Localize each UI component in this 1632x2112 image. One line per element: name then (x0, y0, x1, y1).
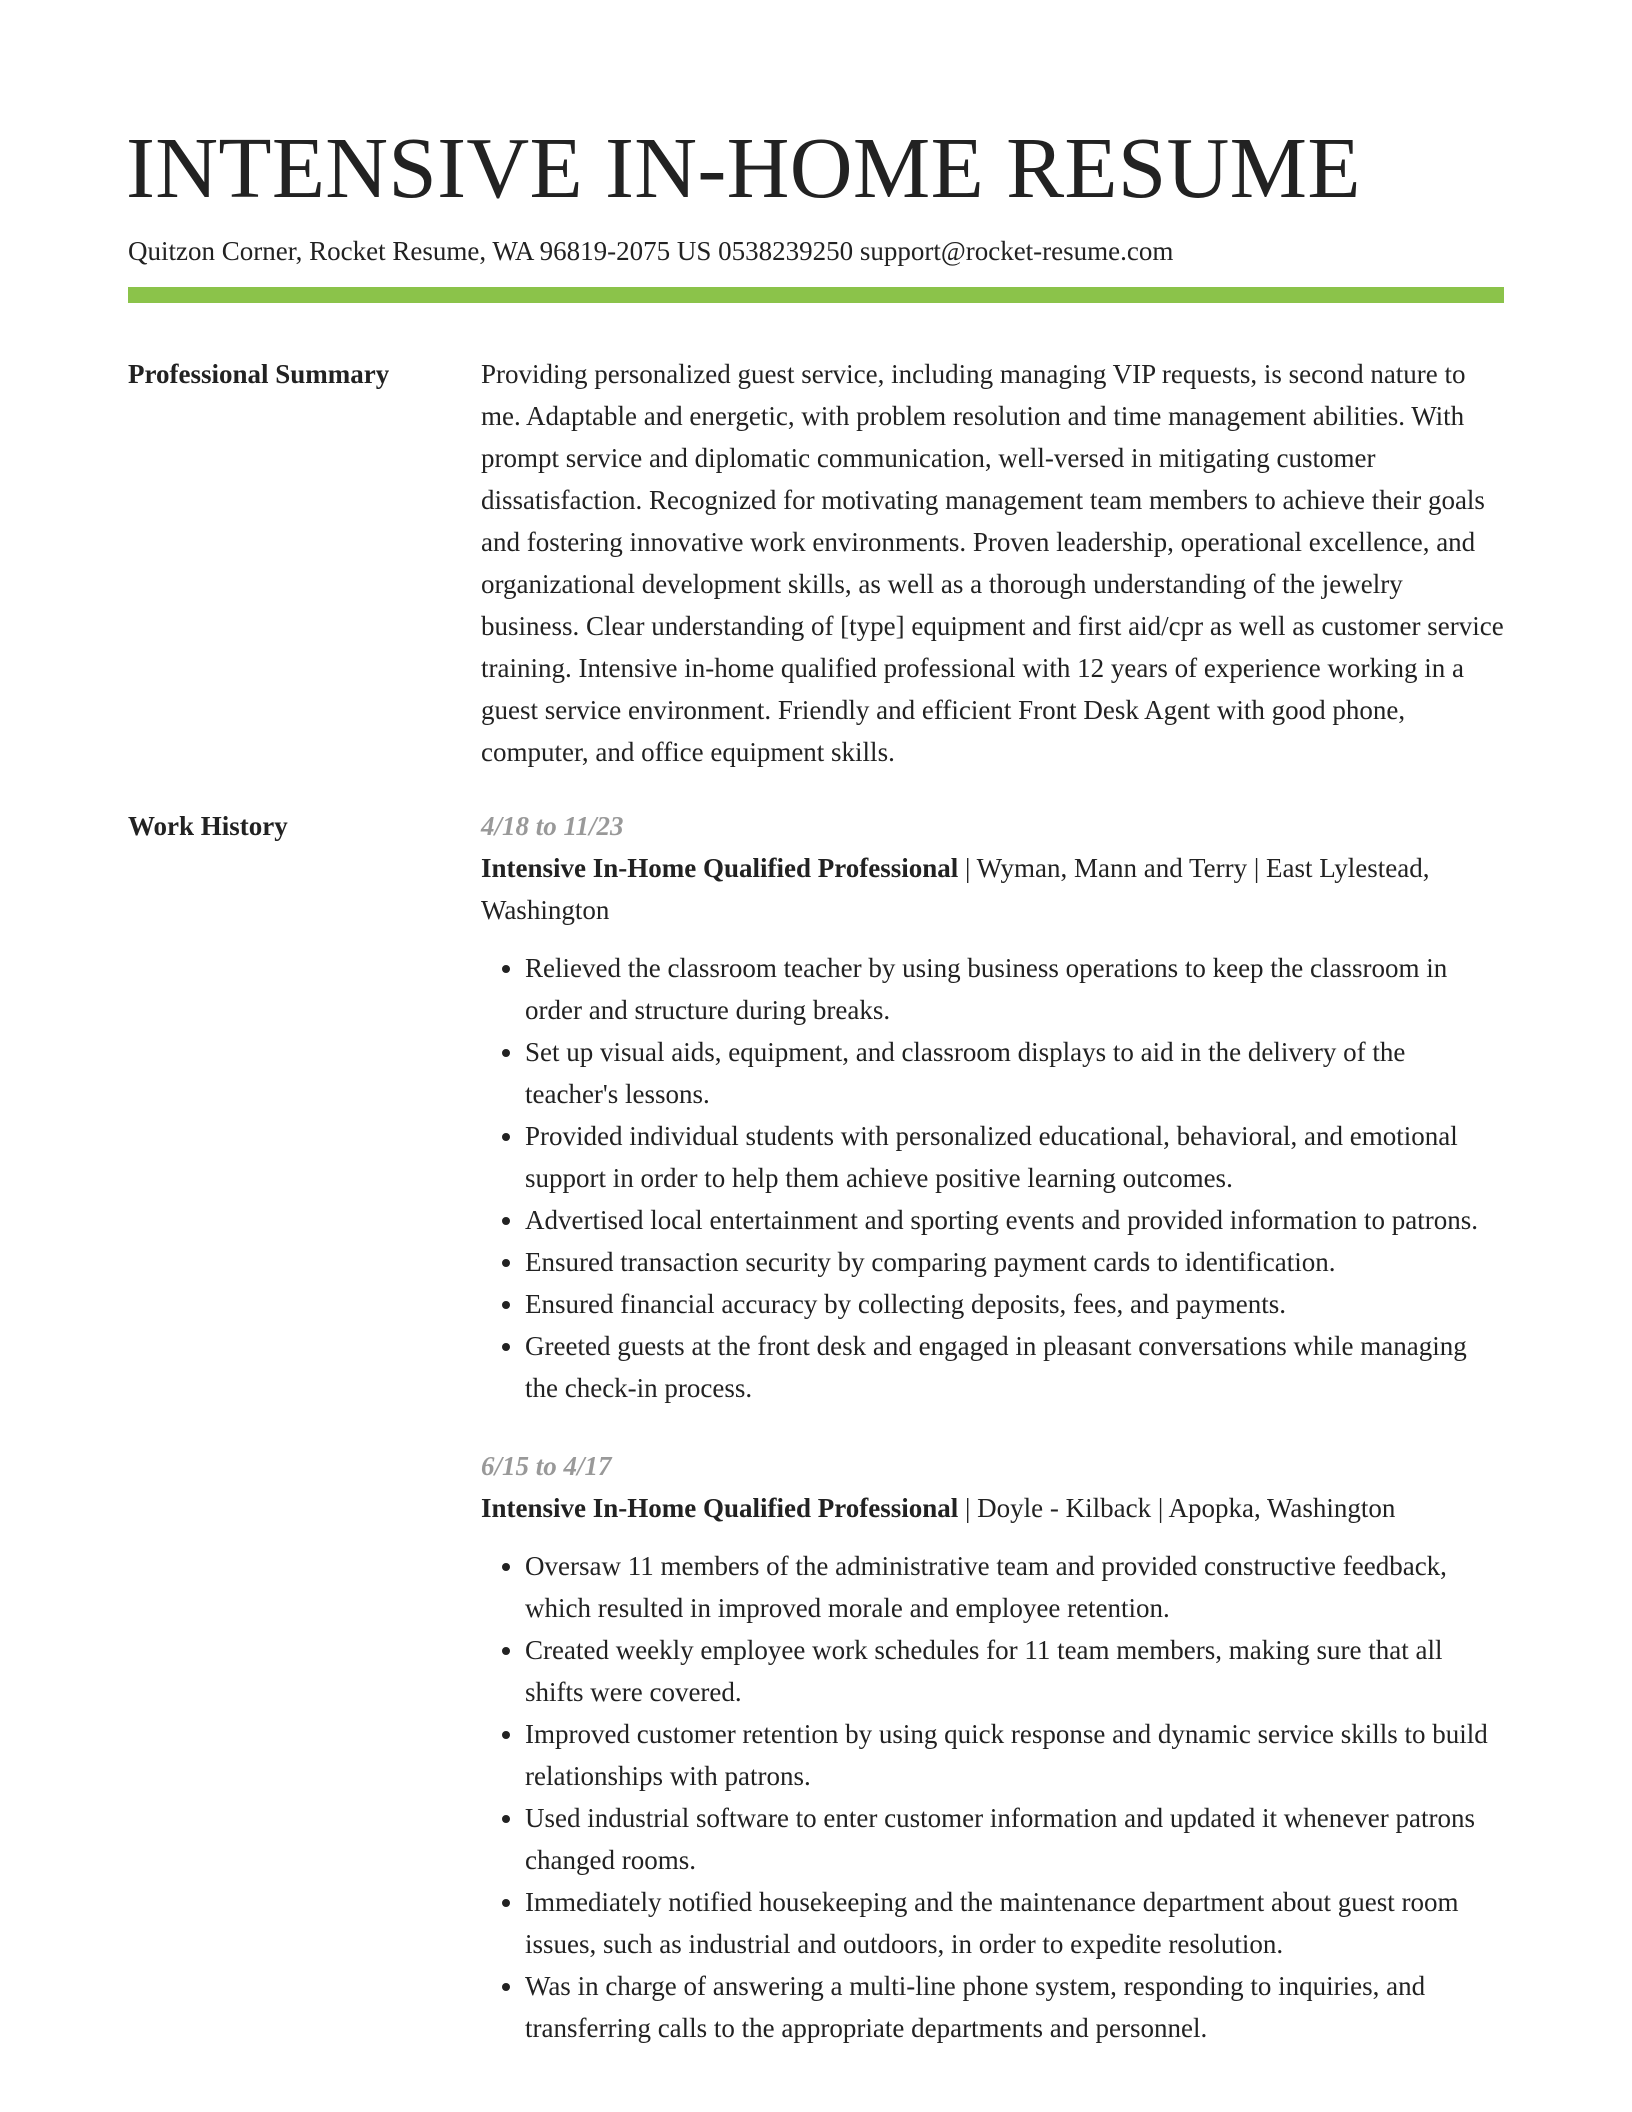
job-title: Intensive In-Home Qualified Professional (481, 1493, 959, 1524)
job-bullet-list (481, 1545, 1504, 2049)
job-bullet: • Was in charge of answering a multi-line phone system, responding to inquiries, and transferring calls to the appropriate departments and personnel. (525, 1965, 1504, 2049)
job-bullet: • Set up visual aids, equipment, and classroom displays to aid in the delivery of the teacher's lessons. (525, 1031, 1504, 1115)
job-bullet: • Used industrial software to enter customer information and updated it whenever patrons changed rooms. (525, 1797, 1504, 1881)
job-entry (481, 805, 1504, 1409)
summary-section (128, 353, 1504, 773)
job-bullet: • Provided individual students with personalized educational, behavioral, and emotional support in order to help them achieve positive learning outcomes. (525, 1115, 1504, 1199)
resume-title: INTENSIVE IN-HOME RESUME (126, 119, 1361, 216)
job-entry (481, 1445, 1504, 2049)
job-bullet: • Ensured transaction security by comparing payment cards to identification. (525, 1241, 1504, 1283)
job-bullet: • Improved customer retention by using quick response and dynamic service skills to build relationships with patrons. (525, 1713, 1504, 1797)
job-bullet: • Ensured financial accuracy by collecting deposits, fees, and payments. (525, 1283, 1504, 1325)
job-dates: 4/18 to 11/23 (481, 811, 624, 842)
work-history-section (128, 805, 1504, 2085)
job-bullet: • Greeted guests at the front desk and engaged in pleasant conversations while managing the check-in process. (525, 1325, 1504, 1409)
job-bullet-list (481, 947, 1504, 1409)
job-bullet: • Created weekly employee work schedules for 11 team members, making sure that all shifts were covered. (525, 1629, 1504, 1713)
job-employer-location: | Wyman, Mann and Terry | East Lylestead, Washington (481, 853, 1430, 926)
contact-line: Quitzon Corner, Rocket Resume, WA 96819-2075 US 0538239250 support@rocket-resume.com (128, 236, 1174, 266)
job-bullet: • Immediately notified housekeeping and the maintenance department about guest room issues, such as industrial and outdoors, in order to expedite resolution. (525, 1881, 1504, 1965)
summary-text: Providing personalized guest service, including managing VIP requests, is second nature to me. Adaptable and energetic, with problem resolution and time management abilities. With prompt service and diplomatic communication, well-versed in mitigating customer dissatisfaction. Recognized for motivating management team members to achieve their goals and fostering innovative work environments. Proven leadership, operational excellence, and organizational development skills, as well as a thorough understanding of the jewelry business. Clear understanding of [type] equipment and first aid/cpr as well as customer service training. Intensive in-home qualified professional with 12 years of experience working in a guest service environment. Friendly and efficient Front Desk Agent with good phone, computer, and office equipment skills. (481, 359, 1504, 768)
accent-divider (128, 287, 1504, 303)
job-title: Intensive In-Home Qualified Professional (481, 853, 959, 884)
summary-heading: Professional Summary (128, 359, 390, 390)
job-employer-location: | Doyle - Kilback | Apopka, Washington (958, 1493, 1396, 1524)
job-heading (481, 1487, 1504, 1529)
work-history-heading: Work History (128, 811, 288, 842)
job-bullet: • Advertised local entertainment and sporting events and provided information to patrons. (525, 1199, 1504, 1241)
job-bullet: • Oversaw 11 members of the administrative team and provided constructive feedback, which resulted in improved morale and employee retention. (525, 1545, 1504, 1629)
job-bullet: • Relieved the classroom teacher by using business operations to keep the classroom in order and structure during breaks. (525, 947, 1504, 1031)
job-list (481, 805, 1504, 2085)
job-dates: 6/15 to 4/17 (481, 1451, 612, 1482)
job-heading (481, 847, 1504, 931)
